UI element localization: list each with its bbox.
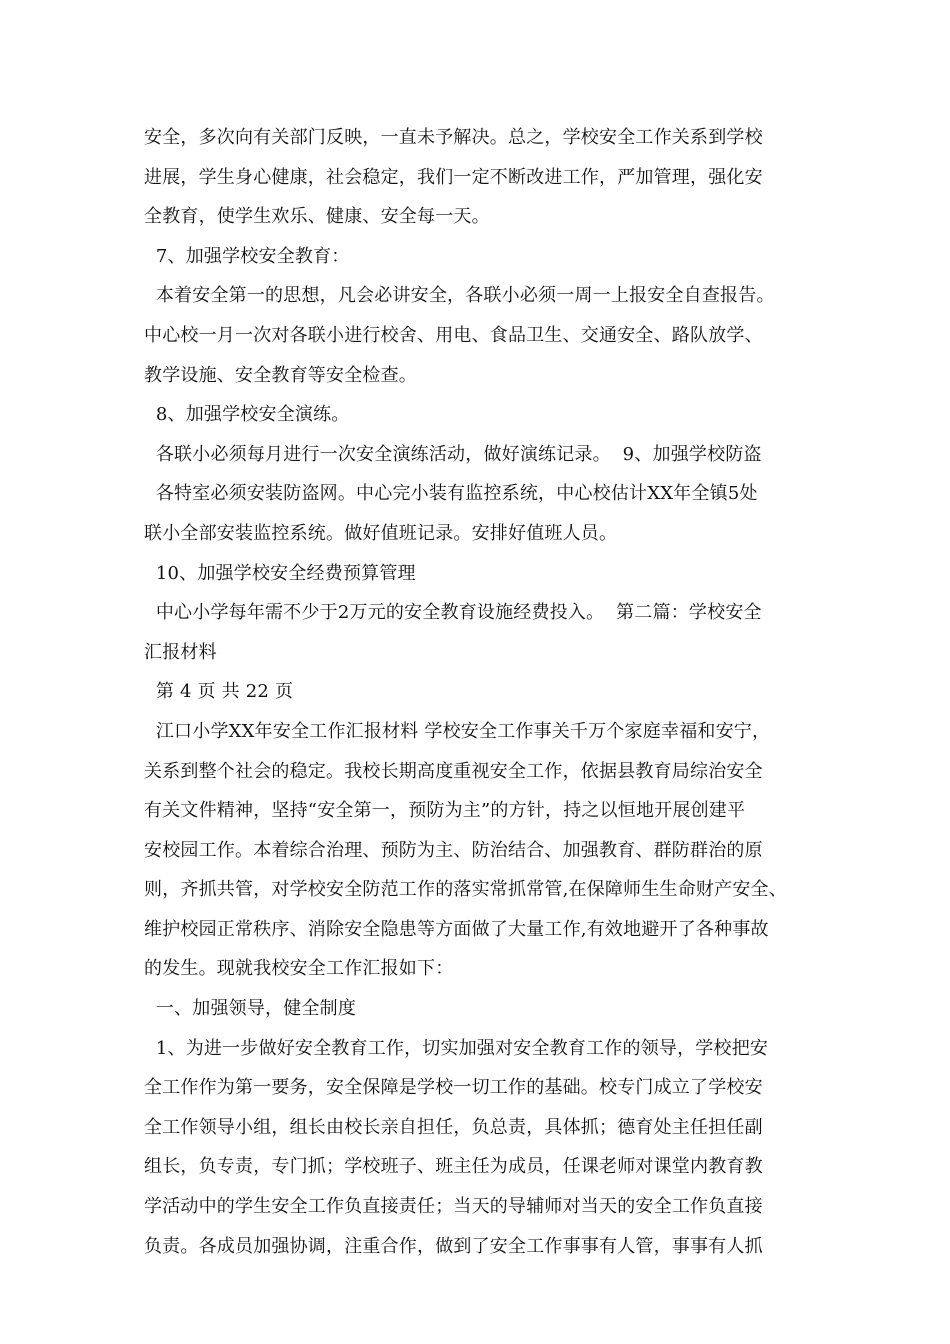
text-line: 安全，多次向有关部门反映，一直未予解决。总之，学校安全工作关系到学校 bbox=[144, 127, 763, 148]
text-line: 7、加强学校安全教育： bbox=[144, 245, 350, 267]
text-line: 全工作领导小组，组长由校长亲自担任，负总责，具体抓；德育处主任担任副 bbox=[144, 1116, 763, 1138]
text-line: 的发生。现就我校安全工作汇报如下： bbox=[144, 958, 454, 980]
text-line: 全工作作为第一要务，安全保障是学校一切工作的基础。校专门成立了学校安 bbox=[144, 1077, 763, 1099]
document-body bbox=[144, 118, 834, 1266]
text-line: 江口小学XX年安全工作汇报材料 学校安全工作事关千万个家庭幸福和安宁， bbox=[144, 720, 771, 742]
text-line: 第 4 页 共 22 页 bbox=[144, 681, 294, 703]
text-line: 本着安全第一的思想，凡会必讲安全，各联小必须一周一上报安全自查报告。 bbox=[144, 285, 775, 307]
text-line: 8、加强学校安全演练。 bbox=[144, 404, 350, 426]
text-line: 学活动中的学生安全工作负直接责任；当天的导辅师对当天的安全工作负直接 bbox=[144, 1196, 763, 1218]
text-line: 教学设施、安全教育等安全检查。 bbox=[144, 364, 417, 386]
text-line: 全教育，使学生欢乐、健康、安全每一天。 bbox=[144, 206, 490, 228]
text-line: 维护校园正常秩序、消除安全隐患等方面做了大量工作,有效地避开了各种事故 bbox=[144, 918, 769, 940]
text-line: 各联小必须每月进行一次安全演练活动，做好演练记录。 9、加强学校防盗 bbox=[144, 443, 762, 465]
text-line: 则，齐抓共管，对学校安全防范工作的落实常抓常管,在保障师生生命财产安全、 bbox=[144, 879, 787, 901]
text-line: 一、加强领导，健全制度 bbox=[144, 998, 357, 1020]
text-line: 进展，学生身心健康，社会稳定，我们一定不断改进工作，严加管理，强化安 bbox=[144, 166, 763, 188]
text-line: 10、加强学校安全经费预算管理 bbox=[144, 562, 416, 584]
text-line: 中心校一月一次对各联小进行校舍、用电、食品卫生、交通安全、路队放学、 bbox=[144, 324, 763, 346]
text-line: 有关文件精神，坚持“安全第一，预防为主”的方针，持之以恒地开展创建平 bbox=[144, 800, 746, 822]
text-line: 安校园工作。本着综合治理、预防为主、防治结合、加强教育、群防群治的原 bbox=[144, 839, 763, 861]
text-line: 中心小学每年需不少于2万元的安全教育设施经费投入。 第二篇：学校安全 bbox=[144, 602, 762, 624]
text-line: 汇报材料 bbox=[144, 641, 217, 663]
text-line: 负责。各成员加强协调，注重合作，做到了安全工作事事有人管，事事有人抓 bbox=[144, 1235, 763, 1257]
text-line: 各特室必须安装防盗网。中心完小装有监控系统，中心校估计XX年全镇5处 bbox=[144, 483, 758, 505]
text-line: 1、为进一步做好安全教育工作，切实加强对安全教育工作的领导，学校把安 bbox=[144, 1037, 769, 1059]
text-line: 联小全部安装监控系统。做好值班记录。安排好值班人员。 bbox=[144, 522, 618, 544]
text-line: 组长，负专责，专门抓；学校班子、班主任为成员，任课老师对课堂内教育教 bbox=[144, 1156, 763, 1178]
text-line: 关系到整个社会的稳定。我校长期高度重视安全工作，依据县教育局综治安全 bbox=[144, 760, 763, 782]
